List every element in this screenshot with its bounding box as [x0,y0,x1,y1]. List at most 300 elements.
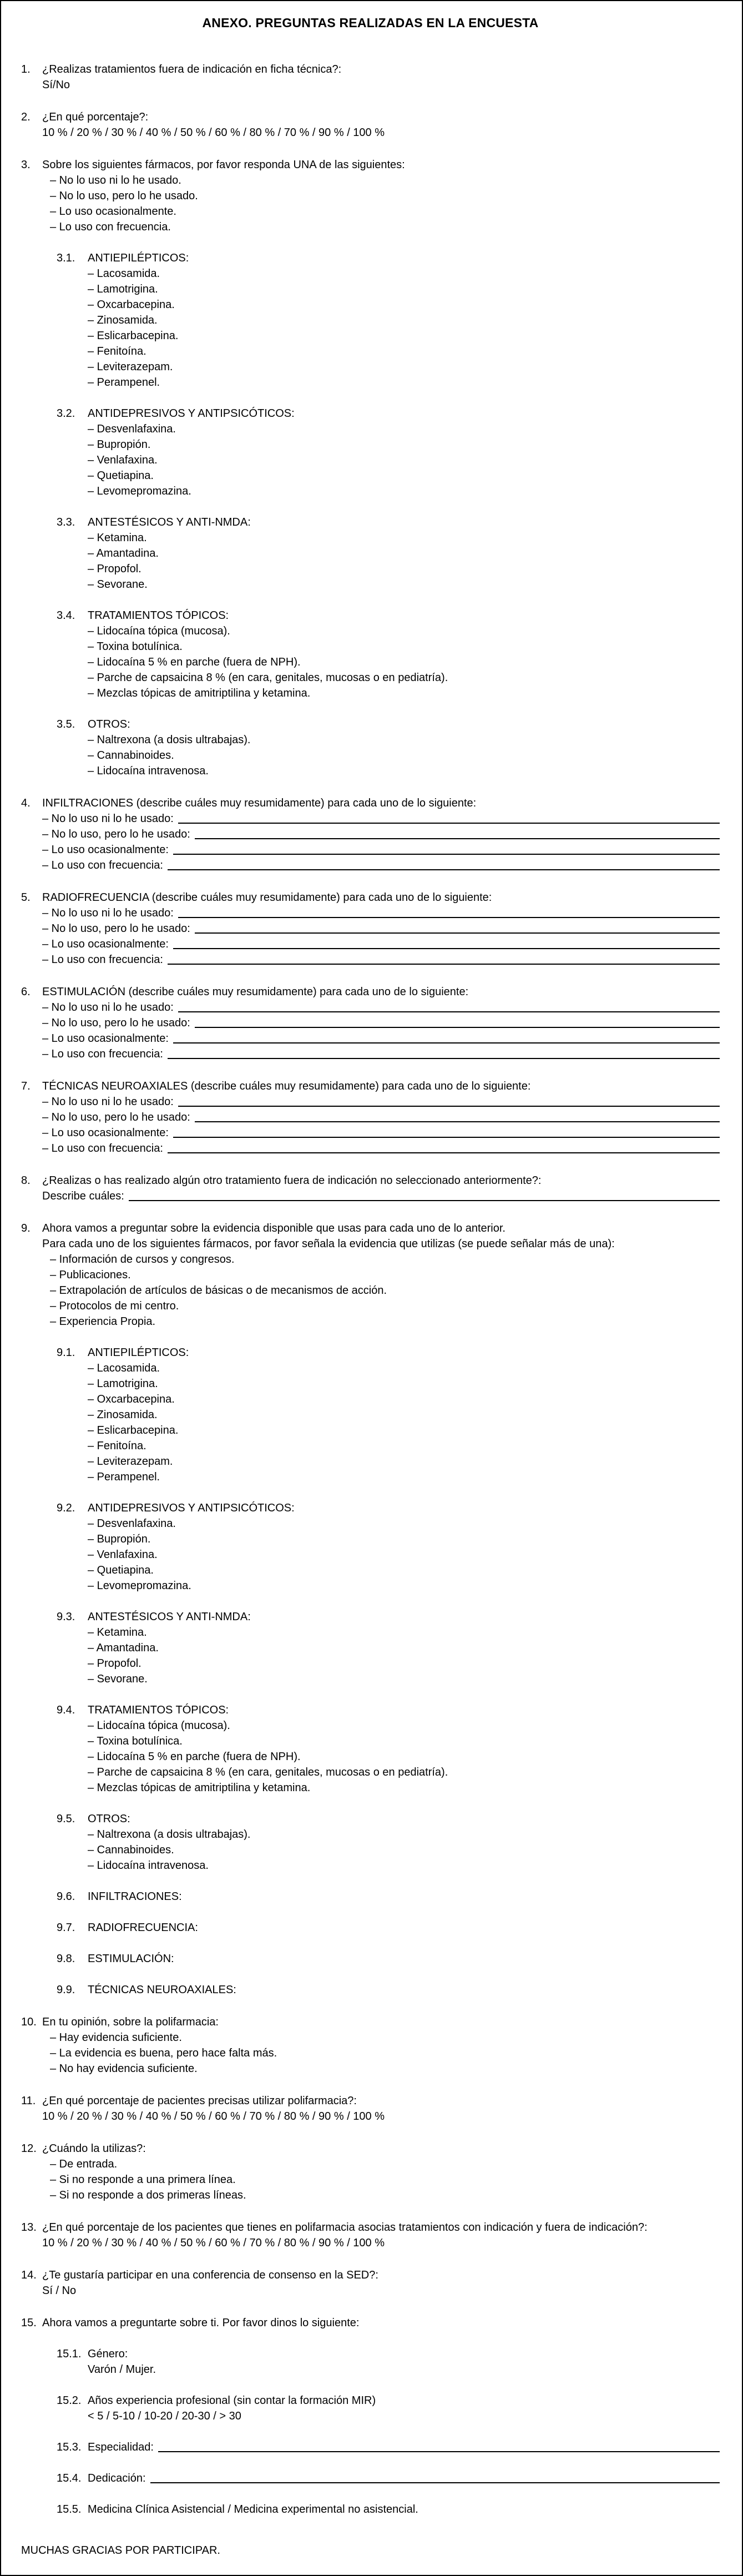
subsection-number: 3.4. [57,609,75,622]
subsection-row [57,1889,720,1904]
list-item: – Eslicarbacepina. [88,330,179,342]
question-number: 12. [21,2143,37,2155]
question [21,62,720,93]
subsection-items [88,421,720,499]
subsection [57,2471,720,2486]
subsection [57,2393,720,2424]
subsection-title: Especialidad: [88,2441,154,2453]
subsection-title: Medicina Clínica Asistencial / Medicina experimental no asistencial. [88,2503,418,2515]
subsection-number: 15.5. [57,2503,82,2515]
question [21,1221,720,1998]
question-number: 5. [21,891,31,904]
answer-line [168,869,720,870]
subsection-title: Dedicación: [88,2472,146,2484]
fill-row [42,921,720,936]
list-item: – Parche de capsaicina 8 % (en cara, genitales, mucosas o en pediatría). [88,1766,448,1778]
answer-line [173,1042,720,1043]
question [21,1173,720,1204]
fill-label: – No lo uso, pero lo he usado: [42,922,190,935]
question-body [42,2141,720,2203]
question-number: 13. [21,2221,37,2234]
subsection-number: 3.1. [57,252,75,264]
subsection-row [57,2439,720,2455]
answer-line [168,1152,720,1153]
fill-row [88,2471,720,2486]
option-item: – No hay evidencia suficiente. [50,2063,198,2075]
subsection-number: 9.6. [57,1891,75,1903]
list-item: – Lamotrigina. [88,1378,158,1390]
list-item: – Levomepromazina. [88,485,191,497]
list-item: – Mezclas tópicas de amitriptilina y ketamina. [88,1782,311,1794]
subsection-row [57,2393,720,2408]
question-number: 6. [21,986,31,998]
subsection-number: 9.9. [57,1984,75,1996]
subsection [57,1609,720,1687]
question-number: 15. [21,2317,37,2329]
answer-line [195,838,720,839]
answer-line [173,1137,720,1138]
option-item: – Extrapolación de artículos de básicas o de mecanismos de acción. [50,1284,387,1297]
option-item: – Información de cursos y congresos. [50,1253,235,1266]
subsection-row [57,1609,720,1625]
fill-label: – No lo uso ni lo he usado: [42,1001,174,1014]
answer-line [178,1011,720,1012]
subsection-row [57,1500,720,1516]
subsection-number: 3.3. [57,516,75,528]
subsection-title: RADIOFRECUENCIA: [88,1922,198,1934]
list-item: – Amantadina. [88,1642,159,1654]
list-item: – Venlafaxina. [88,1549,158,1561]
option-item: – De entrada. [50,2158,118,2170]
subsection-row [57,608,720,623]
subsection-number: 15.3. [57,2441,82,2453]
question-row [21,2093,720,2124]
question-text: ¿Realizas tratamientos fuera de indicación en ficha técnica?: [42,63,342,75]
subsection-number: 15.2. [57,2394,82,2407]
list-item: – Toxina botulínica. [88,641,183,653]
list-item: – Quetiapina. [88,470,154,482]
list-item: – Lidocaína 5 % en parche (fuera de NPH). [88,656,301,668]
subsection-number: 9.2. [57,1502,75,1514]
list-item: – Propofol. [88,1657,141,1670]
answer-line [195,1027,720,1028]
list-item: – Levomepromazina. [88,1580,191,1592]
subsection-title: TRATAMIENTOS TÓPICOS: [88,1704,229,1716]
subsection [57,1951,720,1967]
subsection-items [88,1827,720,1873]
question-row [21,984,720,1062]
option-item: – No lo uso ni lo he usado. [50,174,181,186]
list-item: – Lidocaína intravenosa. [88,1859,209,1872]
fill-row [42,1000,720,1015]
question-body [42,109,720,140]
subsection [57,406,720,499]
fill-row [42,1046,720,1062]
subsection-row [57,1702,720,1718]
list-item: – Lidocaína tópica (mucosa). [88,1720,230,1732]
answer-line [178,917,720,918]
subsection-items [88,732,720,779]
option-item: – Lo uso ocasionalmente. [50,205,176,218]
option-list [50,2156,720,2203]
subsection-items [88,530,720,592]
answer-line [158,2451,720,2452]
subsection-title: ANTIDEPRESIVOS Y ANTIPSICÓTICOS: [88,1502,295,1514]
subsection-title: ANTIEPILÉPTICOS: [88,1347,189,1359]
list-item: – Lidocaína intravenosa. [88,765,209,777]
question-text: ¿Cuándo la utilizas?: [42,2143,146,2155]
subsection-row [57,1811,720,1827]
option-item: – Protocolos de mi centro. [50,1300,179,1312]
list-item: – Oxcarbacepina. [88,299,175,311]
fill-label: – Lo uso ocasionalmente: [42,1032,169,1045]
question [21,2141,720,2203]
option-item: – No lo uso, pero lo he usado. [50,190,198,202]
question-row [21,890,720,967]
subsection-title: OTROS: [88,718,130,730]
fill-row [42,1015,720,1031]
fill-list [42,1188,720,1204]
option-item: – Si no responde a una primera línea. [50,2174,236,2186]
question-text: RADIOFRECUENCIA (describe cuáles muy resumidamente) para cada uno de lo siguiente: [42,891,492,904]
subsection-title: Género: [88,2348,128,2360]
subsection-row [57,250,720,266]
fill-list [42,1000,720,1062]
option-item: – Lo uso con frecuencia. [50,221,171,233]
subsection-title: TRATAMIENTOS TÓPICOS: [88,609,229,622]
subsection-title: ANTIEPILÉPTICOS: [88,252,189,264]
answer-options: 10 % / 20 % / 30 % / 40 % / 50 % / 60 % / 80 % / 70 % / 90 % / 100 % [42,127,385,139]
question-row [21,157,720,779]
question-row [21,1221,720,1998]
fill-list [42,905,720,967]
question-text-cont: Para cada uno de los siguientes fármacos, por favor señala la evidencia que utilizas (se puede señalar más de una): [42,1238,615,1250]
question-body [42,984,720,1062]
subsection [57,717,720,779]
subsection-items [88,1718,720,1796]
question-body [42,1221,720,1998]
subsection-number: 9.8. [57,1953,75,1965]
subsection-items [88,1625,720,1687]
fill-row [88,2439,720,2455]
answer-line [178,823,720,824]
question-row [21,2220,720,2251]
question-number: 14. [21,2269,37,2281]
subsection-number: 9.7. [57,1922,75,1934]
option-item: – La evidencia es buena, pero hace falta más. [50,2047,277,2059]
page-title: ANEXO. PREGUNTAS REALIZADAS EN LA ENCUESTA [202,16,539,30]
list-item: – Sevorane. [88,578,148,591]
question-number: 10. [21,2016,37,2028]
subsection-title: OTROS: [88,1813,130,1825]
question [21,795,720,873]
subsection-number: 15.4. [57,2472,82,2484]
list-item: – Naltrexona (a dosis ultrabajas). [88,1828,251,1841]
footer-text: MUCHAS GRACIAS POR PARTICIPAR. [21,2544,220,2557]
subsection [57,608,720,701]
subsection-row [57,1920,720,1935]
question-body [42,1173,720,1204]
fill-label: – No lo uso, pero lo he usado: [42,828,190,840]
fill-row [42,1110,720,1125]
fill-row [42,1141,720,1156]
list-item: – Perampenel. [88,376,160,389]
subsection-number: 9.5. [57,1813,75,1825]
subsection [57,250,720,390]
question-row [21,1173,720,1204]
question-body [42,62,720,93]
question-body [42,1078,720,1156]
question-number: 1. [21,63,31,75]
fill-label: – Lo uso con frecuencia: [42,859,163,871]
list-item: – Sevorane. [88,1673,148,1685]
fill-label: Describe cuáles: [42,1190,124,1202]
list-item: – Desvenlafaxina. [88,1518,176,1530]
option-item: – Si no responde a dos primeras líneas. [50,2189,246,2201]
subsection-items [88,1360,720,1485]
question-body [42,890,720,967]
question [21,890,720,967]
question-text: ¿En qué porcentaje de los pacientes que tienes en polifarmacia asocias tratamientos con indicación y fuera de indicación?: [42,2221,648,2234]
question-number: 3. [21,159,31,171]
question-body [42,2014,720,2076]
question [21,2014,720,2076]
list-item: – Oxcarbacepina. [88,1393,175,1405]
subsection [57,1345,720,1485]
subsection [57,1982,720,1998]
subsection-title: ANTESTÉSICOS Y ANTI-NMDA: [88,516,251,528]
list-item: – Lamotrigina. [88,283,158,295]
question-body [42,2220,720,2251]
question-text: ¿En qué porcentaje?: [42,111,149,123]
subsection-title: ANTESTÉSICOS Y ANTI-NMDA: [88,1611,251,1623]
subsection-title: Años experiencia profesional (sin contar la formación MIR) [88,2394,376,2407]
fill-label: – Lo uso ocasionalmente: [42,938,169,950]
question-number: 2. [21,111,31,123]
question-text: TÉCNICAS NEUROAXIALES (describe cuáles muy resumidamente) para cada uno de lo siguiente: [42,1080,531,1092]
list-item: – Quetiapina. [88,1564,154,1576]
list-item: – Lacosamida. [88,1362,160,1374]
subsection-row [57,1345,720,1360]
fill-row [42,1094,720,1110]
subsection-row [57,2471,720,2486]
list-item: – Fenitoína. [88,345,146,357]
subsection-row [57,406,720,421]
answer-options: Varón / Mujer. [88,2363,156,2376]
answer-options: Sí/No [42,79,70,91]
fill-label: – Lo uso ocasionalmente: [42,1127,169,1139]
answer-line [129,1200,720,1201]
question-body [42,157,720,779]
fill-row [42,858,720,873]
subsection-row [57,2502,720,2517]
question-text: Ahora vamos a preguntar sobre la evidencia disponible que usas para cada uno de lo anterior. [42,1222,506,1234]
list-item: – Zinosamida. [88,314,158,326]
option-item: – Experiencia Propia. [50,1315,156,1328]
question-body [42,2315,720,2517]
fill-row [42,1125,720,1141]
subsection-items [88,623,720,701]
option-list [50,2030,720,2076]
subsection-number: 3.2. [57,407,75,420]
fill-label: – Lo uso ocasionalmente: [42,844,169,856]
question-text: ¿En qué porcentaje de pacientes precisas utilizar polifarmacia?: [42,2095,357,2107]
list-item: – Venlafaxina. [88,454,158,466]
subsection-number: 9.1. [57,1347,75,1359]
question-number: 11. [21,2095,36,2107]
subsection-title: TÉCNICAS NEUROAXIALES: [88,1984,236,1996]
list-item: – Zinosamida. [88,1409,158,1421]
question-list [21,62,720,2517]
fill-label: – Lo uso con frecuencia: [42,1142,163,1155]
list-item: – Naltrexona (a dosis ultrabajas). [88,734,251,746]
question [21,157,720,779]
answer-line [150,2482,720,2483]
subsection-row [57,1982,720,1998]
option-list [50,1252,720,1329]
fill-row [42,905,720,921]
fill-label: – No lo uso ni lo he usado: [42,1096,174,1108]
question-body [42,2267,720,2298]
subsection-number: 9.4. [57,1704,75,1716]
list-item: – Eslicarbacepina. [88,1424,179,1436]
subsection [57,1811,720,1873]
answer-options: 10 % / 20 % / 30 % / 40 % / 50 % / 60 % / 70 % / 80 % / 90 % / 100 % [42,2237,385,2249]
subsection [57,1889,720,1904]
list-item: – Parche de capsaicina 8 % (en cara, genitales, mucosas o en pediatría). [88,672,448,684]
question-text: ¿Te gustaría participar en una conferencia de consenso en la SED?: [42,2269,378,2281]
subsection [57,515,720,592]
list-item: – Bupropión. [88,438,151,451]
question [21,1078,720,1156]
list-item: – Desvenlafaxina. [88,423,176,435]
fill-row [42,811,720,826]
subsection-items [88,1516,720,1594]
subsection [57,2439,720,2455]
answer-options: 10 % / 20 % / 30 % / 40 % / 50 % / 60 % / 70 % / 80 % / 90 % / 100 % [42,2110,385,2123]
question-row [21,795,720,873]
answer-line [168,964,720,965]
question-text: Sobre los siguientes fármacos, por favor responda UNA de las siguientes: [42,159,405,171]
list-item: – Propofol. [88,563,141,575]
question-number: 9. [21,1222,31,1234]
question-text: ESTIMULACIÓN (describe cuáles muy resumidamente) para cada uno de lo siguiente: [42,986,469,998]
list-item: – Leviterazepam. [88,361,173,373]
fill-label: – No lo uso ni lo he usado: [42,813,174,825]
subsection [57,1920,720,1935]
fill-row [42,1031,720,1046]
answer-line [178,1106,720,1107]
question [21,2220,720,2251]
option-item: – Hay evidencia suficiente. [50,2031,182,2044]
question [21,2315,720,2517]
answer-line [168,1058,720,1059]
subsection [57,2502,720,2517]
subsection-number: 15.1. [57,2348,82,2360]
list-item: – Amantadina. [88,547,159,559]
question-text: Ahora vamos a preguntarte sobre ti. Por favor dinos lo siguiente: [42,2317,360,2329]
fill-row [42,826,720,842]
fill-list [42,1094,720,1156]
fill-label: – Lo uso con frecuencia: [42,1048,163,1060]
question [21,984,720,1062]
question-row [21,2267,720,2298]
fill-label: – No lo uso ni lo he usado: [42,907,174,919]
question [21,109,720,140]
list-item: – Lacosamida. [88,268,160,280]
subsection-row [57,1951,720,1967]
fill-label: – No lo uso, pero lo he usado: [42,1017,190,1029]
option-list [50,173,720,235]
fill-row [42,1188,720,1204]
fill-row [42,952,720,967]
question-body [42,795,720,873]
list-item: – Bupropión. [88,1533,151,1545]
fill-row [42,936,720,952]
question-body [42,2093,720,2124]
question-row [21,62,720,93]
answer-line [173,854,720,855]
answer-options: < 5 / 5-10 / 10-20 / 20-30 / > 30 [88,2410,241,2422]
subsection-row [57,2346,720,2362]
fill-list [42,811,720,873]
question-number: 7. [21,1080,31,1092]
subsection-row [57,515,720,530]
answer-line [195,932,720,934]
fill-label: – Lo uso con frecuencia: [42,954,163,966]
subsection [57,1702,720,1796]
list-item: – Fenitoína. [88,1440,146,1452]
subsection-row [57,717,720,732]
answer-line [195,1121,720,1122]
list-item: – Ketamina. [88,532,147,544]
subsection-items [88,266,720,390]
subsection-title: INFILTRACIONES: [88,1891,182,1903]
question [21,2267,720,2298]
subsection-number: 3.5. [57,718,75,730]
list-item: – Leviterazepam. [88,1455,173,1468]
list-item: – Lidocaína 5 % en parche (fuera de NPH). [88,1751,301,1763]
question-row [21,2141,720,2203]
list-item: – Ketamina. [88,1626,147,1639]
question-row [21,1078,720,1156]
subsection [57,1500,720,1594]
question-row [21,2014,720,2076]
subsection [57,2346,720,2377]
question-text: ¿Realizas o has realizado algún otro tratamiento fuera de indicación no seleccionado anteriormente?: [42,1174,542,1187]
subsection-title: ANTIDEPRESIVOS Y ANTIPSICÓTICOS: [88,407,295,420]
fill-label: – No lo uso, pero lo he usado: [42,1111,190,1123]
list-item: – Cannabinoides. [88,749,174,762]
question [21,2093,720,2124]
subsection-title: ESTIMULACIÓN: [88,1953,174,1965]
list-item: – Perampenel. [88,1471,160,1483]
subsection-number: 9.3. [57,1611,75,1623]
question-text: En tu opinión, sobre la polifarmacia: [42,2016,219,2028]
list-item: – Toxina botulínica. [88,1735,183,1747]
list-item: – Mezclas tópicas de amitriptilina y ketamina. [88,687,311,699]
question-number: 8. [21,1174,31,1187]
list-item: – Lidocaína tópica (mucosa). [88,625,230,637]
question-row [21,2315,720,2517]
answer-line [173,948,720,949]
option-item: – Publicaciones. [50,1269,131,1281]
question-row [21,109,720,140]
answer-options: Sí / No [42,2285,77,2297]
question-number: 4. [21,797,31,809]
fill-row [42,842,720,858]
list-item: – Cannabinoides. [88,1844,174,1856]
